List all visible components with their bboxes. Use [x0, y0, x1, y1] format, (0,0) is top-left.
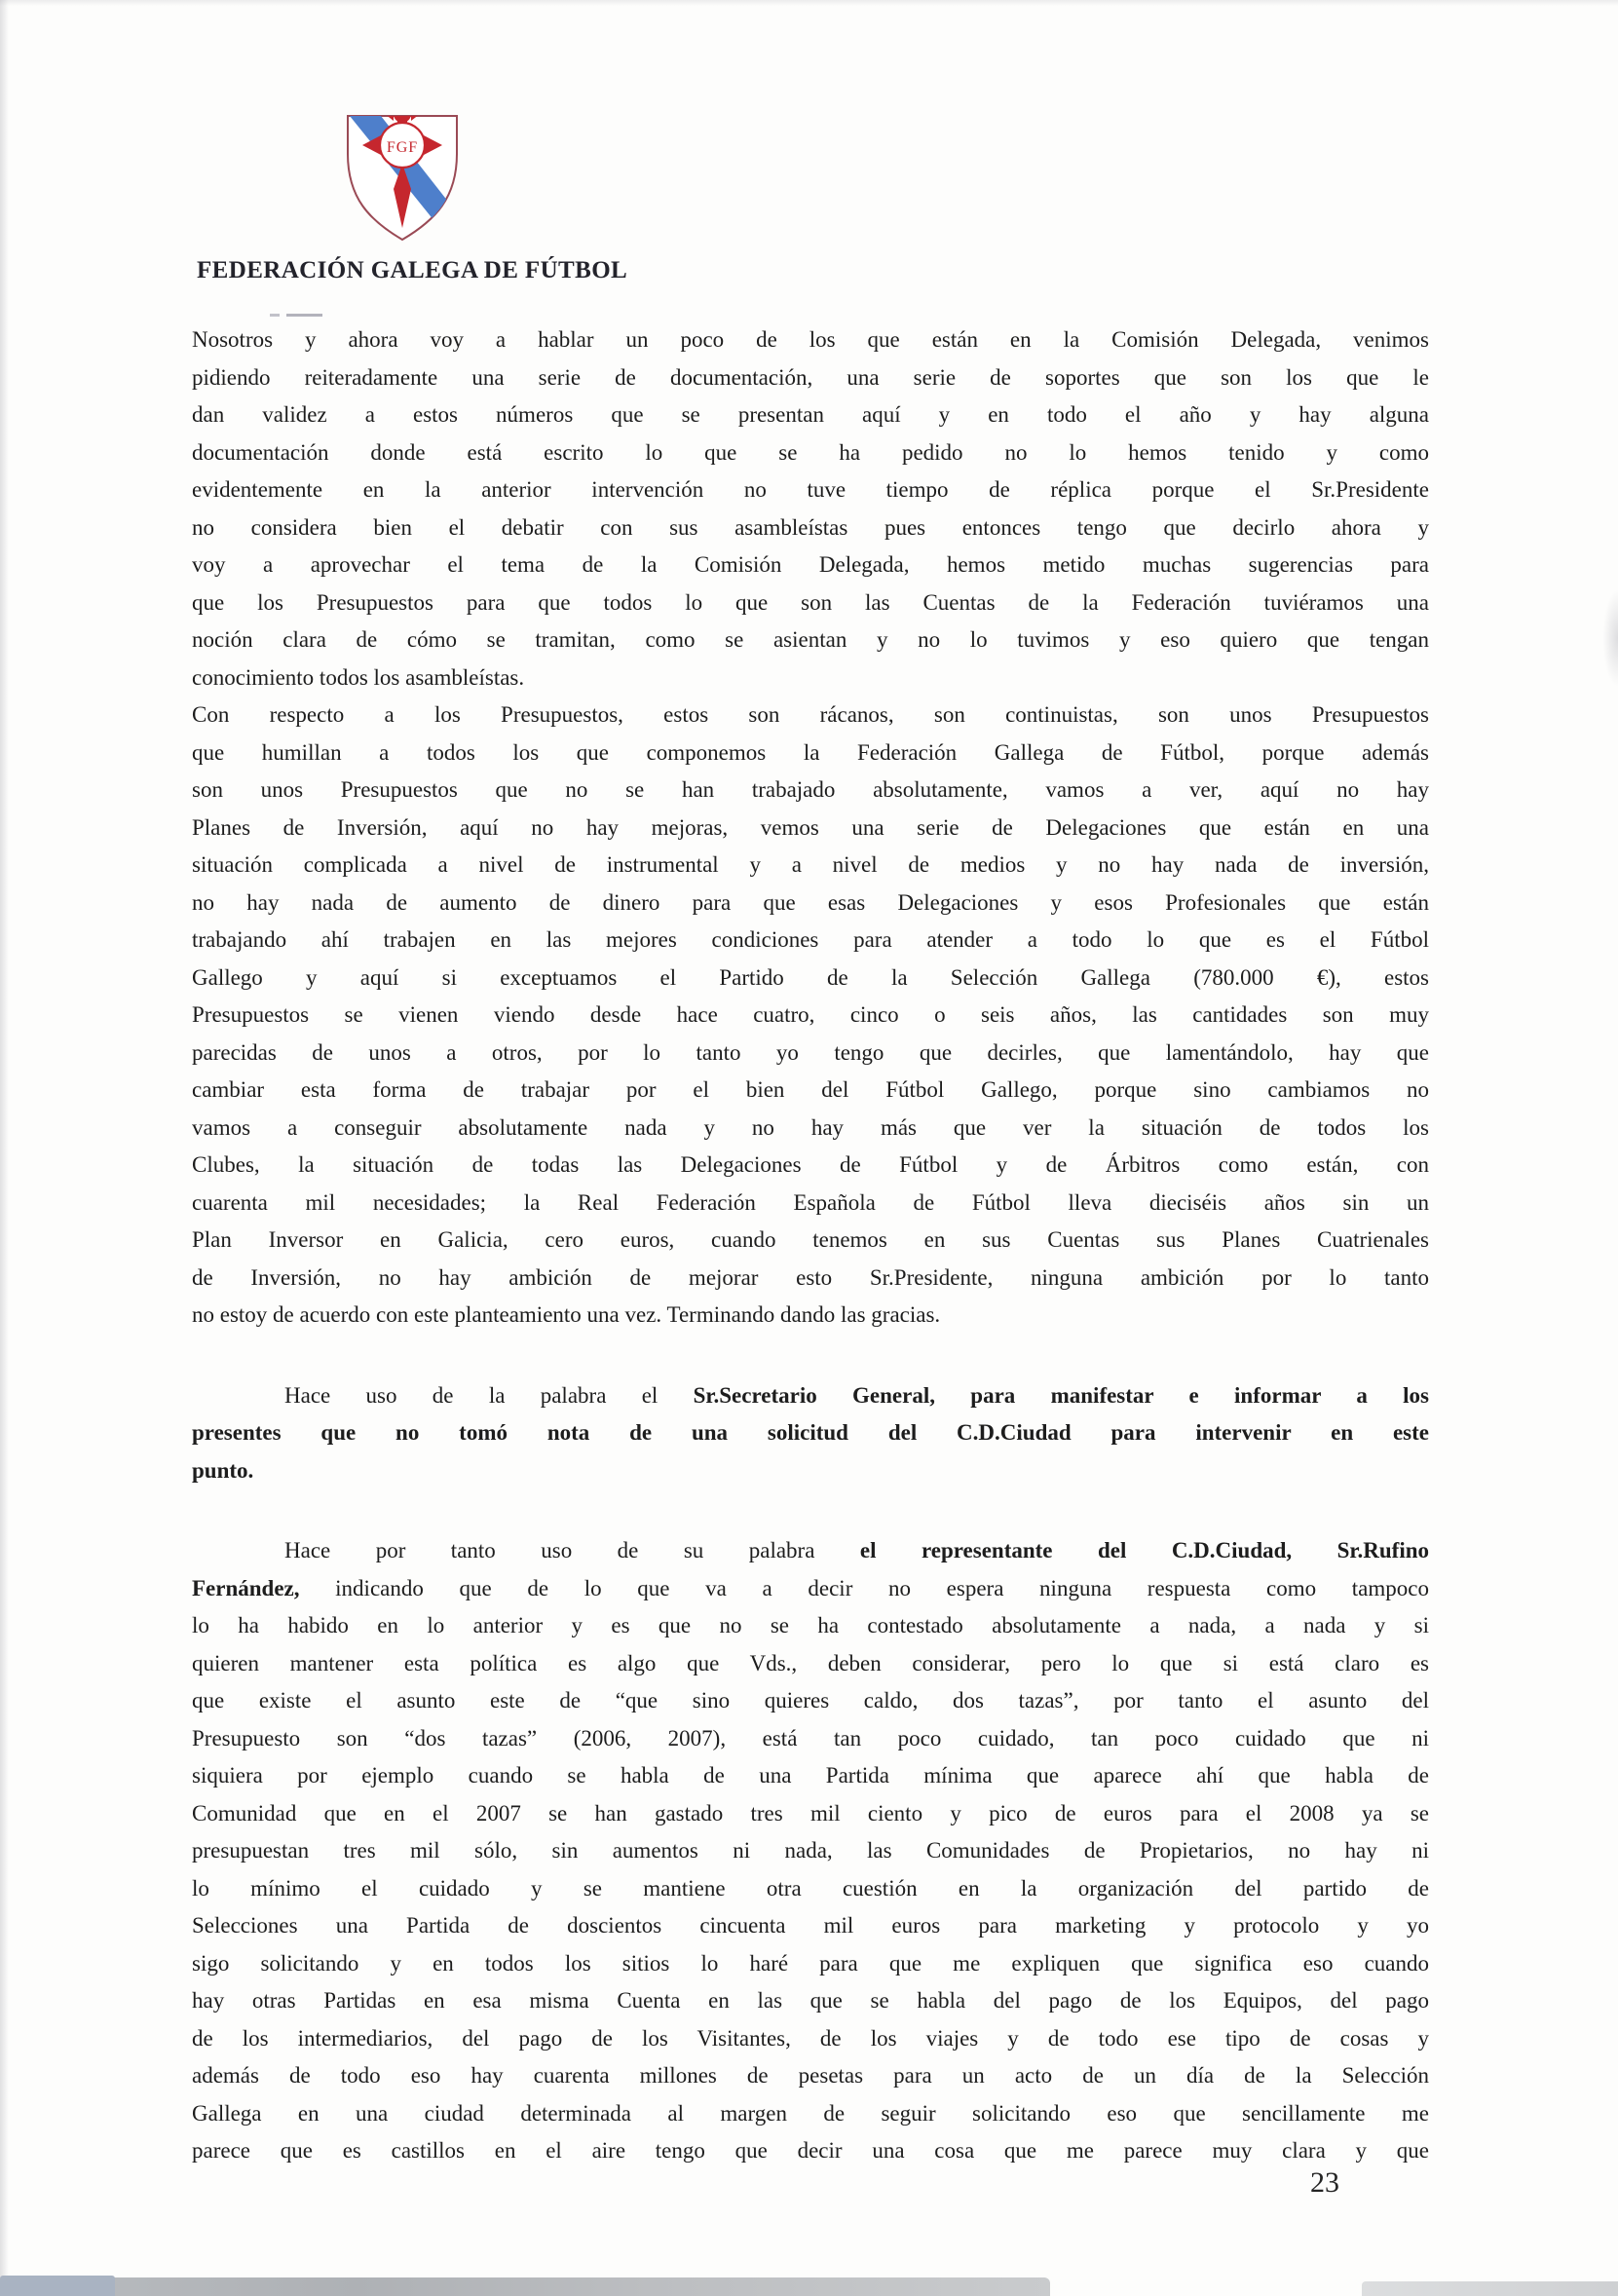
text-line: de Inversión, no hay ambición de mejorar esto Sr.Presidente, ninguna ambición por lo tanto [192, 1264, 1429, 1290]
text-line: Selecciones una Partida de doscientos cincuenta mil euros para marketing y protocolo y yo [192, 1913, 1429, 1938]
text-line: vamos a conseguir absolutamente nada y no hay más que ver la situación de todos los [192, 1114, 1429, 1140]
paragraph [192, 1377, 1429, 1490]
text-line: son unos Presupuestos que no se han trabajado absolutamente, vamos a ver, aquí no hay [192, 777, 1429, 802]
text-line: que existe el asunto este de “que sino quieres caldo, dos tazas”, por tanto el asunto del [192, 1688, 1429, 1713]
text-line: presupuestan tres mil sólo, sin aumentos ni nada, las Comunidades de Propietarios, no hay ni [192, 1838, 1429, 1863]
text-line: Plan Inversor en Galicia, cero euros, cuando tenemos en sus Cuentas sus Planes Cuatrienales [192, 1227, 1429, 1252]
text-line: lo mínimo el cuidado y se mantiene otra cuestión en la organización del partido de [192, 1875, 1429, 1901]
text-line: presentes que no tomó nota de una solicitud del C.D.Ciudad para intervenir en este [192, 1420, 1429, 1445]
scan-artifact-light-strip [1362, 2281, 1618, 2296]
text-line: parecidas de unos a otros, por lo tanto yo tengo que decirles, que lamentándolo, hay que [192, 1039, 1429, 1065]
text-line: lo ha habido en lo anterior y es que no se ha contestado absolutamente a nada, a nada y si [192, 1613, 1429, 1637]
text-line: que los Presupuestos para que todos lo que son las Cuentas de la Federación tuviéramos una [192, 589, 1429, 615]
text-line: cambiar esta forma de trabajar por el bien del Fútbol Gallego, porque sino cambiamos no [192, 1077, 1429, 1102]
scan-artifact-left-edge [0, 0, 9, 2296]
text-line: conocimiento todos los asambleístas. [192, 664, 525, 690]
logo-initials: FGF [386, 139, 419, 156]
document-body [192, 321, 1429, 2170]
text-line: voy a aprovechar el tema de la Comisión Delegada, hemos metido muchas sugerencias para [192, 552, 1429, 577]
text-line: Hace por tanto uso de su palabra el representante del C.D.Ciudad, Sr.Rufino [284, 1538, 1430, 1562]
text-line: Con respecto a los Presupuestos, estos son rácanos, son continuistas, son unos Presupuestos [192, 702, 1429, 727]
scan-artifact-bottom-band [0, 2273, 1618, 2296]
text-line: no estoy de acuerdo con este planteamiento una vez. Terminando dando las gracias. [192, 1302, 941, 1327]
text-line: siquiera por ejemplo cuando se habla de una Partida mínima que aparece ahí que habla de [192, 1763, 1429, 1788]
text-line: evidentemente en la anterior intervención no tuve tiempo de réplica porque el Sr.Presidente [192, 477, 1429, 502]
scan-artifact-gray-strip [0, 2277, 1050, 2296]
text-line: además de todo eso hay cuarenta millones de pesetas para un acto de un día de la Selección [192, 2063, 1429, 2088]
text-line: Hace uso de la palabra el Sr.Secretario General, para manifestar e informar a los [284, 1382, 1429, 1408]
text-line: hay otras Partidas en esa misma Cuenta en las que se habla del pago de los Equipos, del pago [192, 1988, 1429, 2013]
text-line: parece que es castillos en el aire tengo que decir una cosa que me parece muy clara y que [192, 2138, 1429, 2163]
text-line: documentación donde está escrito lo que se ha pedido no lo hemos tenido y como [192, 439, 1429, 465]
text-line: de los intermediarios, del pago de los Visitantes, de los viajes y de todo ese tipo de cosas y [192, 2025, 1429, 2051]
scan-artifact-dash [270, 314, 280, 317]
scan-artifact-blue-strip [0, 2276, 115, 2296]
text-line: Gallego y aquí si exceptuamos el Partido de la Selección Gallega (780.000 €), estos [192, 964, 1429, 990]
text-line: situación complicada a nivel de instrumental y a nivel de medios y no hay nada de inversión, [192, 852, 1429, 877]
text-line: noción clara de cómo se tramitan, como se asientan y no lo tuvimos y eso quiero que tengan [192, 627, 1429, 652]
text-line: no considera bien el debatir con sus asambleístas pues entonces tengo que decirlo ahora y [192, 514, 1429, 540]
text-line: que humillan a todos los que componemos la Federación Gallega de Fútbol, porque además [192, 739, 1429, 765]
fgf-shield-icon [341, 103, 460, 242]
text-line: Gallega en una ciudad determinada al margen de seguir solicitando eso que sencillamente me [192, 2100, 1429, 2126]
text-line: Clubes, la situación de todas las Delegaciones de Fútbol y de Árbitros como están, con [192, 1152, 1429, 1177]
text-line: Planes de Inversión, aquí no hay mejoras, vemos una serie de Delegaciones que están en una [192, 814, 1429, 840]
text-line: no hay nada de aumento de dinero para que esas Delegaciones y esos Profesionales que están [192, 889, 1429, 915]
scan-artifact-top-edge [0, 0, 1618, 6]
scan-artifact-dash [286, 314, 322, 317]
text-line: Presupuestos se vienen viendo desde hace cuatro, cinco o seis años, las cantidades son muy [192, 1002, 1429, 1027]
paragraph [192, 696, 1429, 1335]
text-line: Presupuesto son “dos tazas” (2006, 2007), está tan poco cuidado, tan poco cuidado que ni [192, 1725, 1429, 1750]
text-line: punto. [192, 1457, 254, 1483]
text-line: Nosotros y ahora voy a hablar un poco de los que están en la Comisión Delegada, venimos [192, 327, 1429, 352]
text-line: dan validez a estos números que se presentan aquí y en todo el año y hay alguna [192, 402, 1429, 427]
page-number: 23 [1310, 2166, 1339, 2199]
text-line: Fernández, indicando que de lo que va a decir no espera ninguna respuesta como tampoco [192, 1575, 1429, 1600]
text-line: Comunidad que en el 2007 se han gastado tres mil ciento y pico de euros para el 2008 ya se [192, 1800, 1429, 1826]
text-line: pidiendo reiteradamente una serie de documentación, una serie de soportes que son los que le [192, 364, 1429, 390]
paragraph [192, 321, 1429, 696]
scan-artifact-right-smudge [1602, 589, 1618, 687]
text-line: trabajando ahí trabajen en las mejores condiciones para atender a todo lo que es el Fútbol [192, 927, 1429, 952]
text-line: cuarenta mil necesidades; la Real Federación Española de Fútbol lleva dieciséis años sin un [192, 1189, 1429, 1215]
org-name: FEDERACIÓN GALEGA DE FÚTBOL [197, 257, 628, 283]
text-line: sigo solicitando y en todos los sitios lo haré para que me expliquen que significa eso cuando [192, 1950, 1429, 1976]
paragraph [192, 1532, 1429, 2170]
text-line: quieren mantener esta política es algo que Vds., deben considerar, pero lo que si está claro es [192, 1650, 1429, 1675]
